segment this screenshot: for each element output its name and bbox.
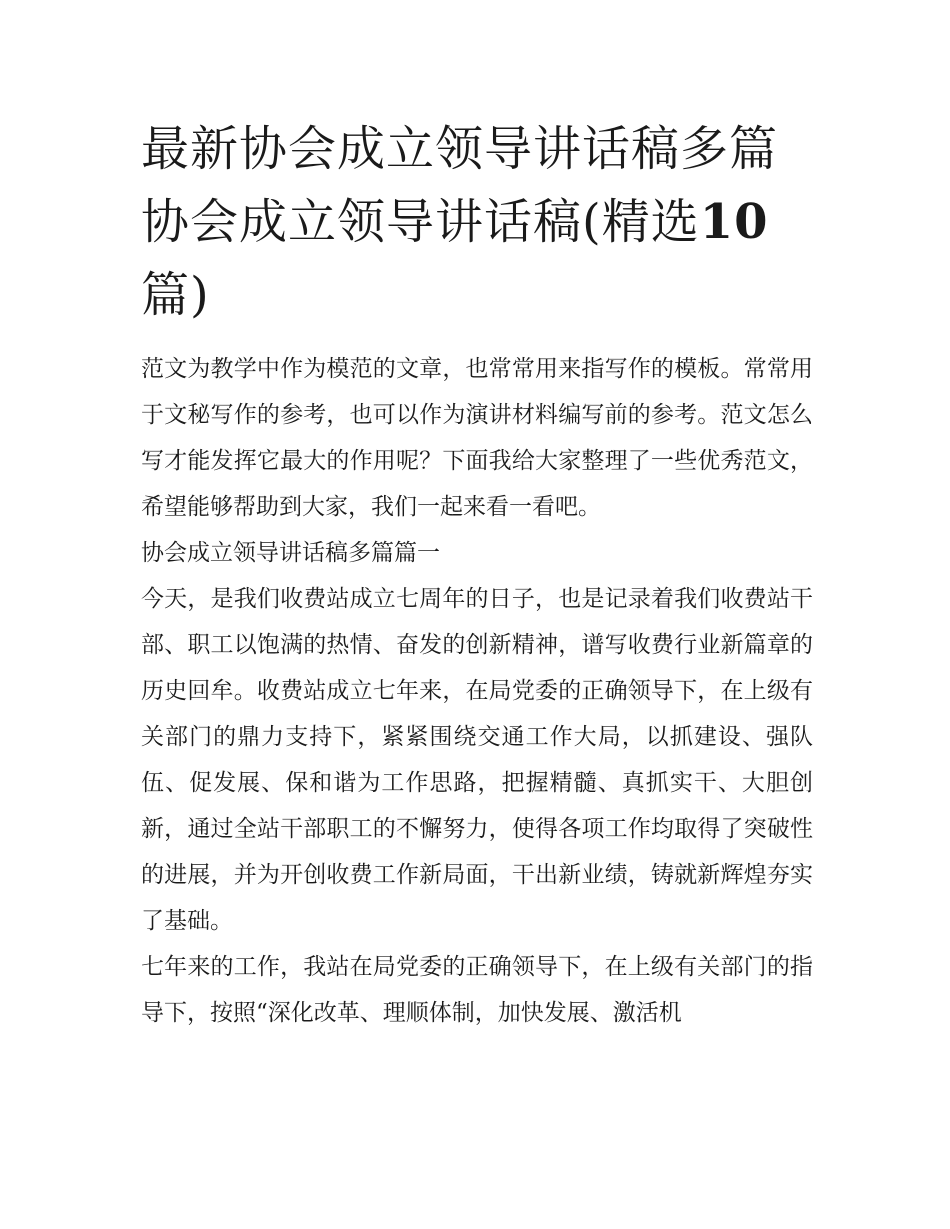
document-title: 最新协会成立领导讲话稿多篇协会成立领导讲话稿(精选10篇)	[141, 121, 779, 323]
intro-paragraph: 范文为教学中作为模范的文章，也常常用来指写作的模板。常常用于文秘写作的参考，也可以作为演讲材料编写前的参考。范文怎么写才能发挥它最大的作用呢？下面我给大家整理了一些优秀范文，希望能够帮助到大家，我们一起来看一看吧。	[141, 356, 813, 520]
body-paragraph-2: 七年来的工作，我站在局党委的正确领导下，在上级有关部门的指导下，按照“深化改革、理顺体制，加快发展、激活机	[141, 954, 813, 1026]
title-number: 10	[699, 194, 769, 250]
body-paragraph-1: 今天，是我们收费站成立七周年的日子，也是记录着我们收费站干部、职工以饱满的热情、奋发的创新精神，谱写收费行业新篇章的历史回牟。收费站成立七年来，在局党委的正确领导下，在上级有关部门的鼎力支持下，紧紧围绕交通工作大局，以抓建设、强队伍、促发展、保和谐为工作思路，把握精髓、真抓实干、大胆创新，通过全站干部职工的不懈努力，使得各项工作均取得了突破性的进展，并为开创收费工作新局面，干出新业绩，铸就新辉煌夯实了基础。	[141, 586, 813, 934]
document-page	[141, 113, 813, 1036]
section-heading: 协会成立领导讲话稿多篇篇一	[141, 540, 440, 566]
